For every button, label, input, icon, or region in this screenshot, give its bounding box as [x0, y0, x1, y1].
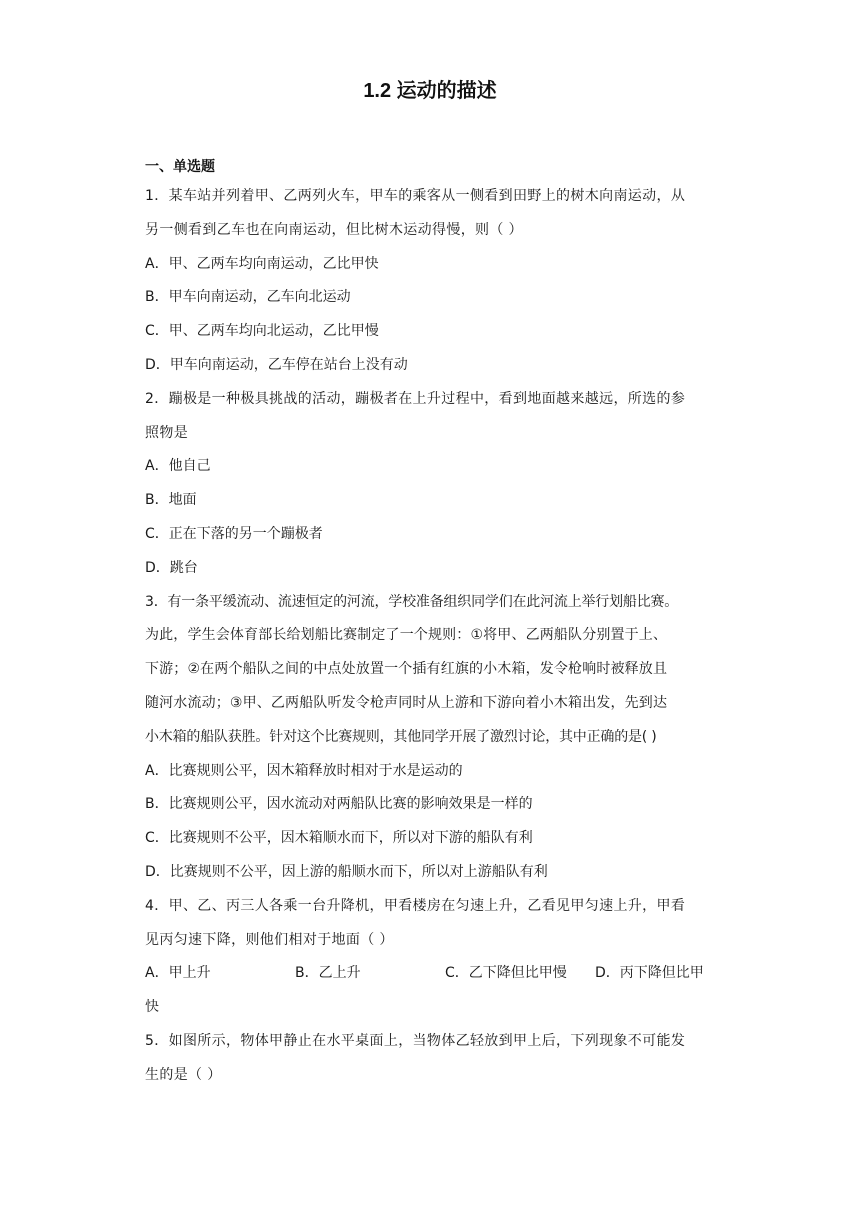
question-stem-line: 1．某车站并列着甲、乙两列火车，甲车的乘客从一侧看到田野上的树木向南运动，从 — [145, 188, 686, 204]
option-b: B．比赛规则公平，因水流动对两船队比赛的影响效果是一样的 — [145, 796, 533, 813]
option-b: B．乙上升 — [295, 965, 361, 982]
question-stem-line: 为此，学生会体育部长给划船比赛制定了一个规则：①将甲、乙两船队分别置于上、 — [145, 627, 668, 644]
option-d: D．跳台 — [145, 559, 198, 576]
option-d: D．比赛规则不公平，因上游的船顺水而下，所以对上游船队有利 — [145, 863, 548, 880]
question-stem-line: 4．甲、乙、丙三人各乘一台升降机，甲看楼房在匀速上升，乙看见甲匀速上升，甲看 — [145, 897, 686, 914]
option-c: C．比赛规则不公平，因木箱顺水而下，所以对下游的船队有利 — [145, 830, 533, 847]
question-stem-line: 随河水流动；③甲、乙两船队听发令枪声同时从上游和下游向着小木箱出发，先到达 — [145, 694, 668, 711]
question-2 — [145, 383, 725, 586]
document-body — [145, 154, 725, 1093]
question-stem-line: 照物是 — [145, 424, 189, 441]
option-b: B．甲车向南运动，乙车向北运动 — [145, 289, 351, 306]
option-c: C．甲、乙两车均向北运动，乙比甲慢 — [145, 323, 379, 340]
option-a: A．他自己 — [145, 458, 211, 475]
question-stem-line: 小木箱的船队获胜。针对这个比赛规则，其他同学开展了激烈讨论，其中正确的是( ) — [145, 728, 657, 745]
section-heading: 一、单选题 — [145, 159, 215, 175]
option-a: A．甲上升 — [145, 965, 211, 982]
question-stem-line: 3．有一条平缓流动、流速恒定的河流，学校准备组织同学们在此河流上举行划船比赛。 — [145, 593, 679, 610]
question-4 — [145, 890, 725, 1025]
option-d: D．丙下降但比甲 — [595, 965, 704, 982]
question-stem-line: 2．蹦极是一种极具挑战的活动，蹦极者在上升过程中，看到地面越来越远，所选的参 — [145, 390, 686, 407]
question-stem-line: 下游；②在两个船队之间的中点处放置一个插有红旗的小木箱，发令枪响时被释放且 — [145, 661, 668, 678]
question-3 — [145, 586, 725, 890]
option-c: C．正在下落的另一个蹦极者 — [145, 525, 323, 542]
option-c: C．乙下降但比甲慢 — [445, 965, 567, 982]
page-title: 1.2 运动的描述 — [363, 80, 497, 102]
options-row — [145, 957, 725, 991]
option-d: D．甲车向南运动，乙车停在站台上没有动 — [145, 356, 408, 373]
question-stem-line: 另一侧看到乙车也在向南运动，但比树木运动得慢，则（ ） — [145, 221, 523, 238]
question-5 — [145, 1025, 725, 1093]
question-stem-line: 生的是（ ） — [145, 1066, 222, 1083]
question-stem-line: 见丙匀速下降，则他们相对于地面（ ） — [145, 931, 394, 948]
question-stem-line: 5．如图所示，物体甲静止在水平桌面上，当物体乙轻放到甲上后，下列现象不可能发 — [145, 1032, 686, 1049]
option-a: A．比赛规则公平，因木箱释放时相对于水是运动的 — [145, 762, 463, 779]
question-1 — [145, 180, 725, 383]
option-b: B．地面 — [145, 492, 197, 509]
option-a: A．甲、乙两车均向南运动，乙比甲快 — [145, 255, 379, 272]
option-d-continuation: 快 — [145, 999, 159, 1016]
